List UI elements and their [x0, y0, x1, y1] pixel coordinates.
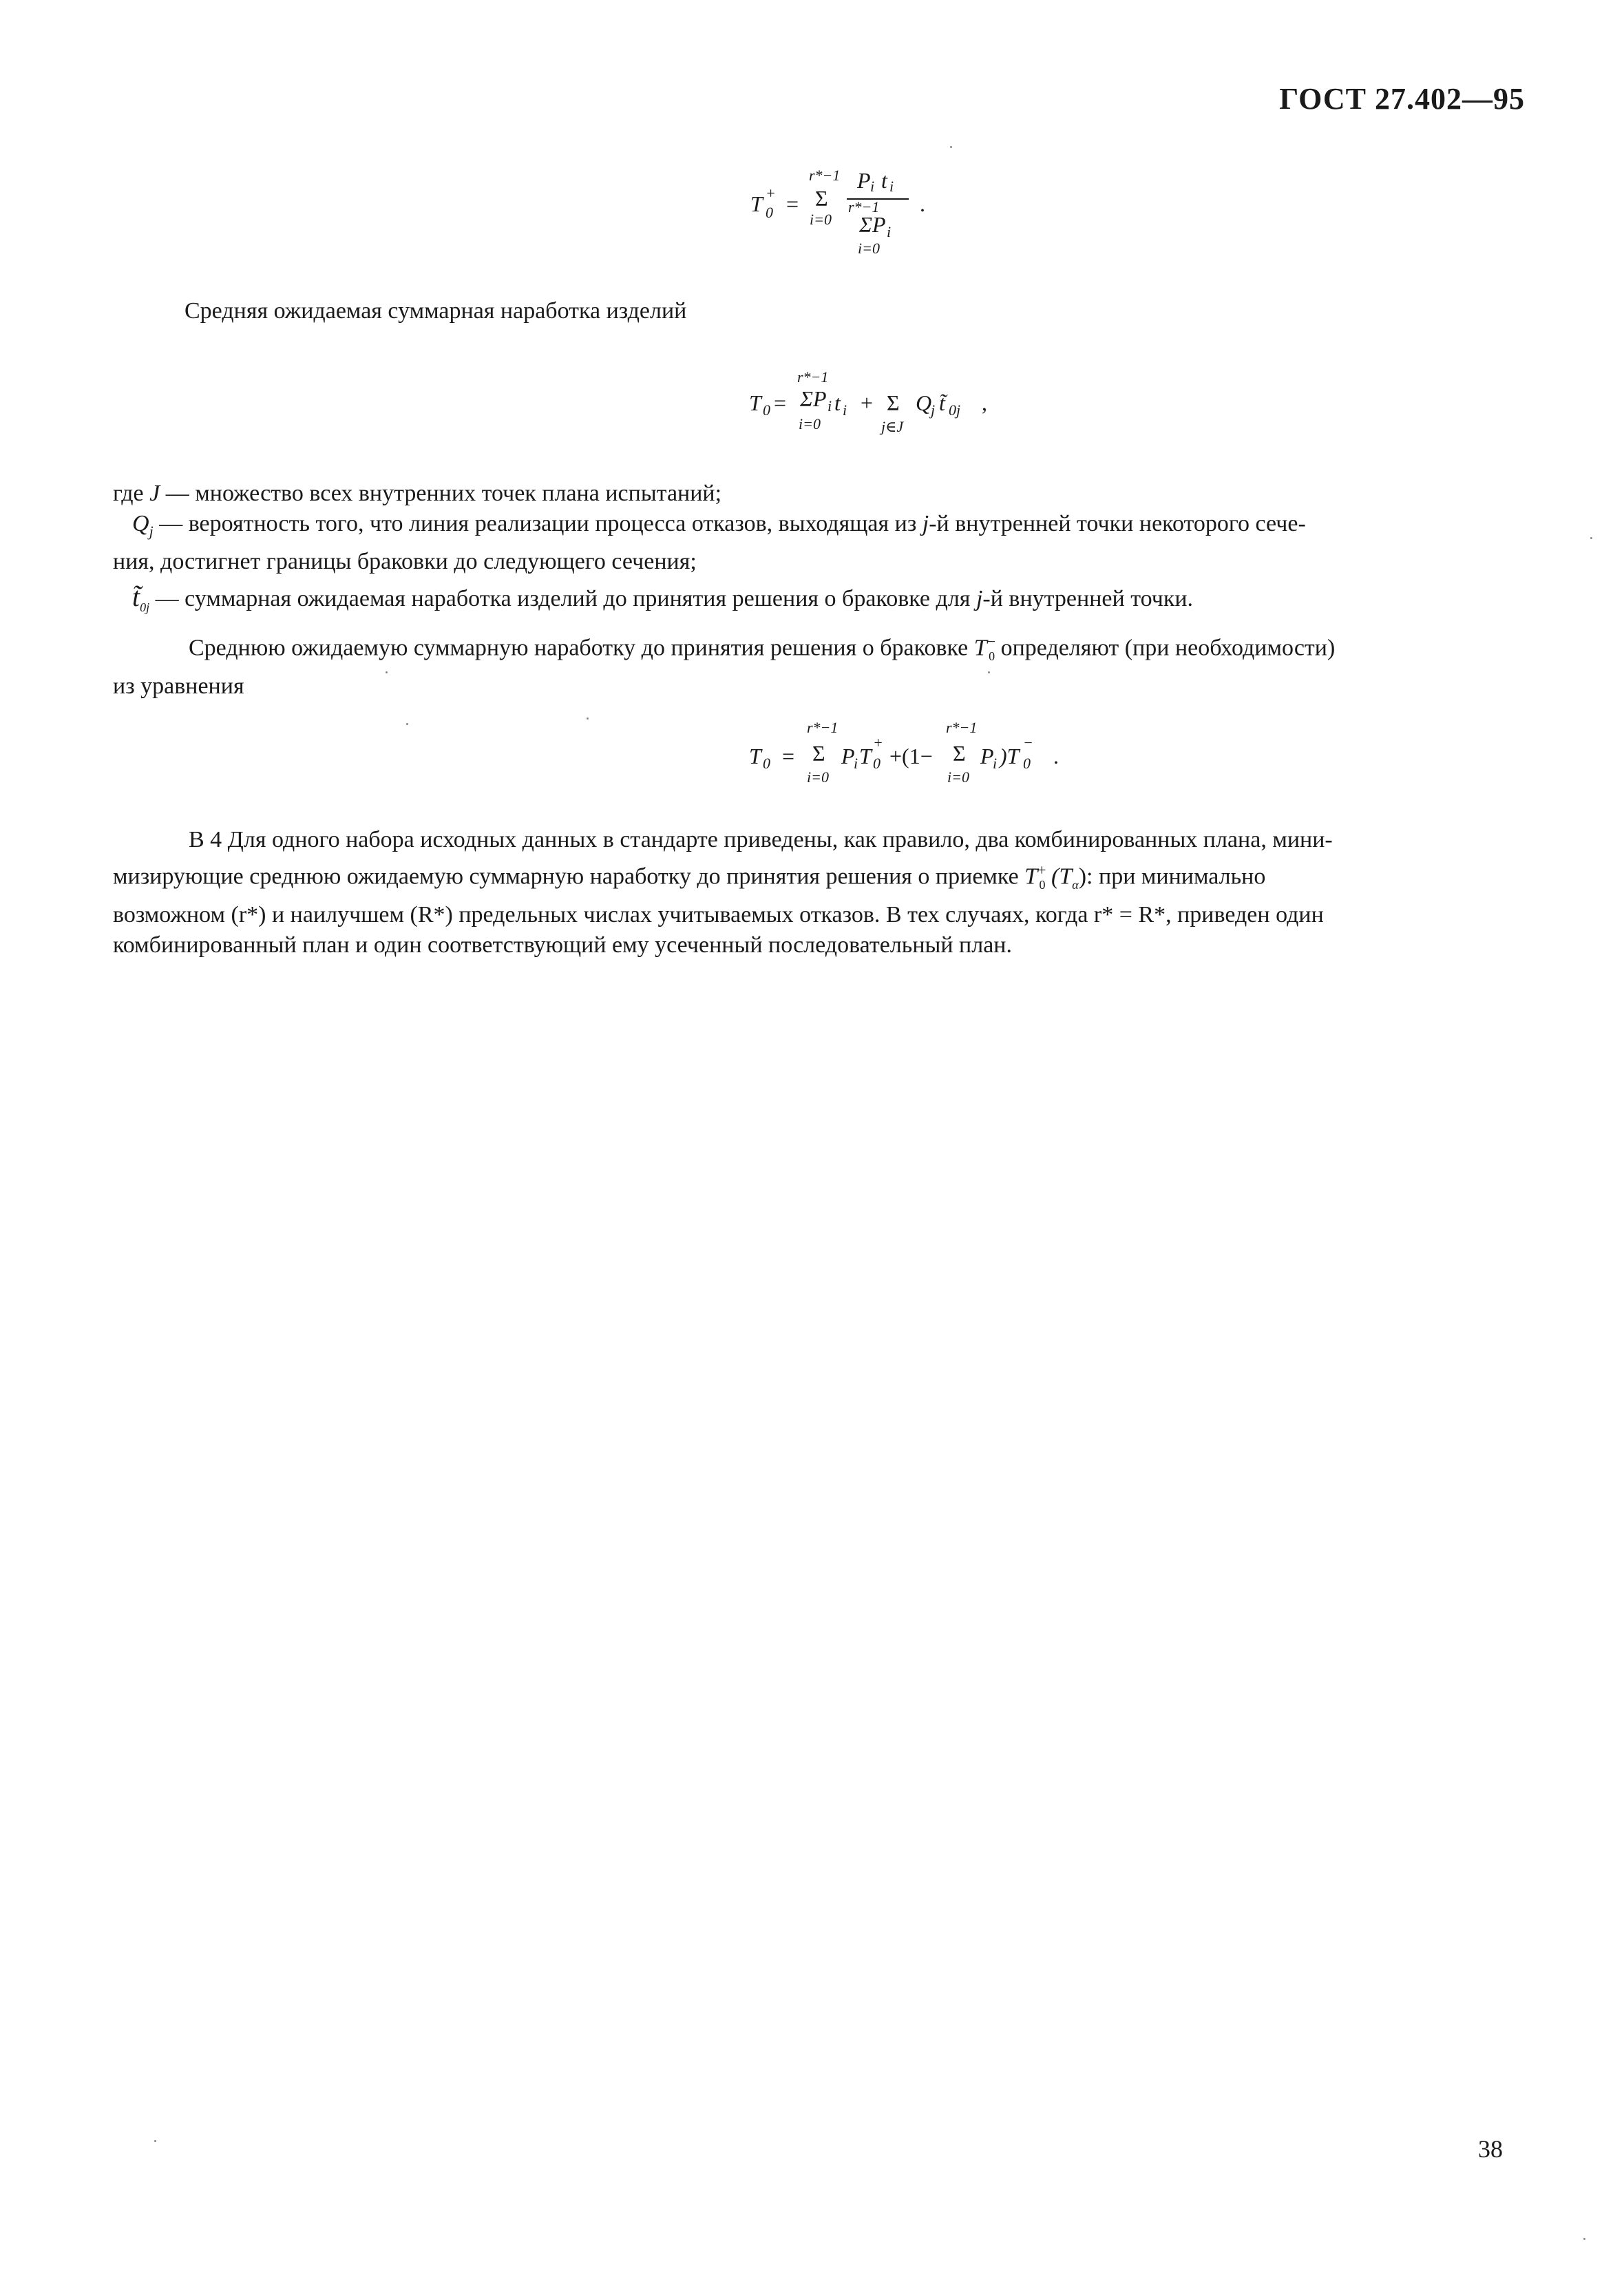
- formula3-eq: =: [782, 744, 795, 768]
- formula1-num-p: P: [857, 168, 871, 193]
- paragraph-mean-total-operating-time: Средняя ожидаемая суммарная наработка изделий: [184, 298, 687, 324]
- formula3-p: P: [841, 744, 855, 768]
- formula1-num-p-sub: i: [870, 178, 875, 195]
- formula1-den-sum: ΣP: [859, 212, 886, 237]
- formula3-open: +(1−: [889, 744, 933, 768]
- formula3-sum1-top: r*−1: [807, 719, 839, 736]
- formula3-close-sub: 0: [1023, 755, 1031, 772]
- formula2-end: ,: [982, 390, 987, 415]
- formula1-sum-top: r*−1: [809, 167, 841, 184]
- scan-speck: [988, 671, 990, 673]
- formula3-close: )T: [1000, 744, 1020, 768]
- formula3-sum2-bottom: i=0: [947, 768, 969, 786]
- formula-t0-full: [744, 716, 1101, 792]
- formula2-sum2-bottom: j∈J: [881, 418, 904, 435]
- formula2-eq: =: [774, 390, 787, 415]
- formula3-close-sup: −: [1023, 734, 1033, 751]
- formula2-t-tilde: t̃: [939, 390, 945, 415]
- formula-t0-plus: [744, 158, 950, 269]
- formula2-q-sub: j: [931, 401, 936, 419]
- scan-speck: [1583, 2238, 1585, 2240]
- scan-speck: [154, 2140, 156, 2142]
- formula1-den-bottom: i=0: [858, 240, 880, 257]
- formula2-lhs-sub: 0: [763, 401, 770, 419]
- paragraph-mean-rejection-time: Среднюю ожидаемую суммарную наработку до принятия решения о браковке $T^-_0$ определяют (при необходимости) из уравнения: [113, 633, 1336, 700]
- formula1-num-t-sub: i: [889, 178, 894, 195]
- scan-speck: [1590, 537, 1592, 539]
- formula3-p2: P: [980, 744, 994, 768]
- formula3-lhs-sub: 0: [763, 755, 770, 772]
- formula3-p-sub: i: [854, 755, 858, 772]
- formula3-t-sub: 0: [873, 755, 880, 772]
- formula2-sum2: Σ: [887, 390, 900, 415]
- page-number: 38: [1478, 2135, 1503, 2163]
- definition-t0j: $t̃_{0j}$ — суммарная ожидаемая наработка изделий до принятия решения о браковке для j-й внутренней точки.: [132, 581, 1194, 614]
- formula2-t-tilde-sub: 0j: [949, 401, 961, 419]
- formula2-t: t: [834, 390, 841, 415]
- formula2-q: Q: [916, 390, 932, 415]
- formula1-lhs-sup: +: [766, 185, 776, 202]
- definition-j: где J — множество всех внутренних точек плана испытаний;: [113, 481, 722, 506]
- formula3-sum1-bottom: i=0: [807, 768, 829, 786]
- formula1-sum-bottom: i=0: [810, 211, 832, 228]
- formula2-sum1-sub: i: [827, 397, 832, 415]
- formula3-lhs: T: [749, 744, 761, 768]
- scan-speck: [587, 717, 589, 720]
- formula3-end: .: [1053, 744, 1059, 768]
- formula-t0: [744, 368, 1019, 444]
- formula2-sum1-bottom: i=0: [799, 415, 821, 432]
- document-header: ГОСТ 27.402—95: [1279, 82, 1525, 116]
- formula2-sum1: ΣP: [800, 386, 827, 411]
- definition-qj: $Q_j$ — вероятность того, что линия реализации процесса отказов, выходящая из j-й внутренней точки некоторого сече- ния, достигнет границы браковки до следующего сечения;: [113, 511, 1306, 574]
- formula1-eq: =: [786, 191, 799, 216]
- formula2-sum1-top: r*−1: [797, 368, 829, 386]
- formula1-den-sub: i: [887, 223, 892, 240]
- paragraph-note-b4: В 4 Для одного набора исходных данных в стандарте приведены, как правило, два комбинированных плана, мини- мизирующие среднюю ожидаемую суммарную наработку до принятия решения о приемке $T^+_0$ $(T_\alpha)$: при минимально возможном (r*) и наилучшем (R*) предельных числах учитываемых отказов. В тех случаях, когда r* = R*, приведен один комбинированный план и один соответствующий ему усеченный последовательный план.: [113, 827, 1333, 958]
- formula3-p2-sub: i: [993, 755, 998, 772]
- formula3-sum2-top: r*−1: [946, 719, 978, 736]
- formula2-lhs: T: [749, 390, 761, 415]
- scan-speck: [406, 723, 408, 725]
- formula1-den-top: r*−1: [848, 198, 880, 216]
- formula1-lhs: T: [750, 191, 763, 216]
- formula1-num-t: t: [881, 168, 887, 193]
- formula1-end: .: [920, 191, 925, 216]
- formula2-plus: +: [861, 390, 874, 415]
- formula3-sum2: Σ: [953, 741, 966, 766]
- formula2-t-sub: i: [843, 401, 847, 419]
- formula3-t-sup: +: [873, 734, 883, 751]
- formula3-t: T: [859, 744, 872, 768]
- formula1-lhs-sub: 0: [766, 204, 773, 221]
- formula1-sum: Σ: [815, 186, 828, 211]
- scan-speck: [950, 146, 952, 148]
- formula3-sum1: Σ: [812, 741, 825, 766]
- scan-speck: [386, 671, 388, 673]
